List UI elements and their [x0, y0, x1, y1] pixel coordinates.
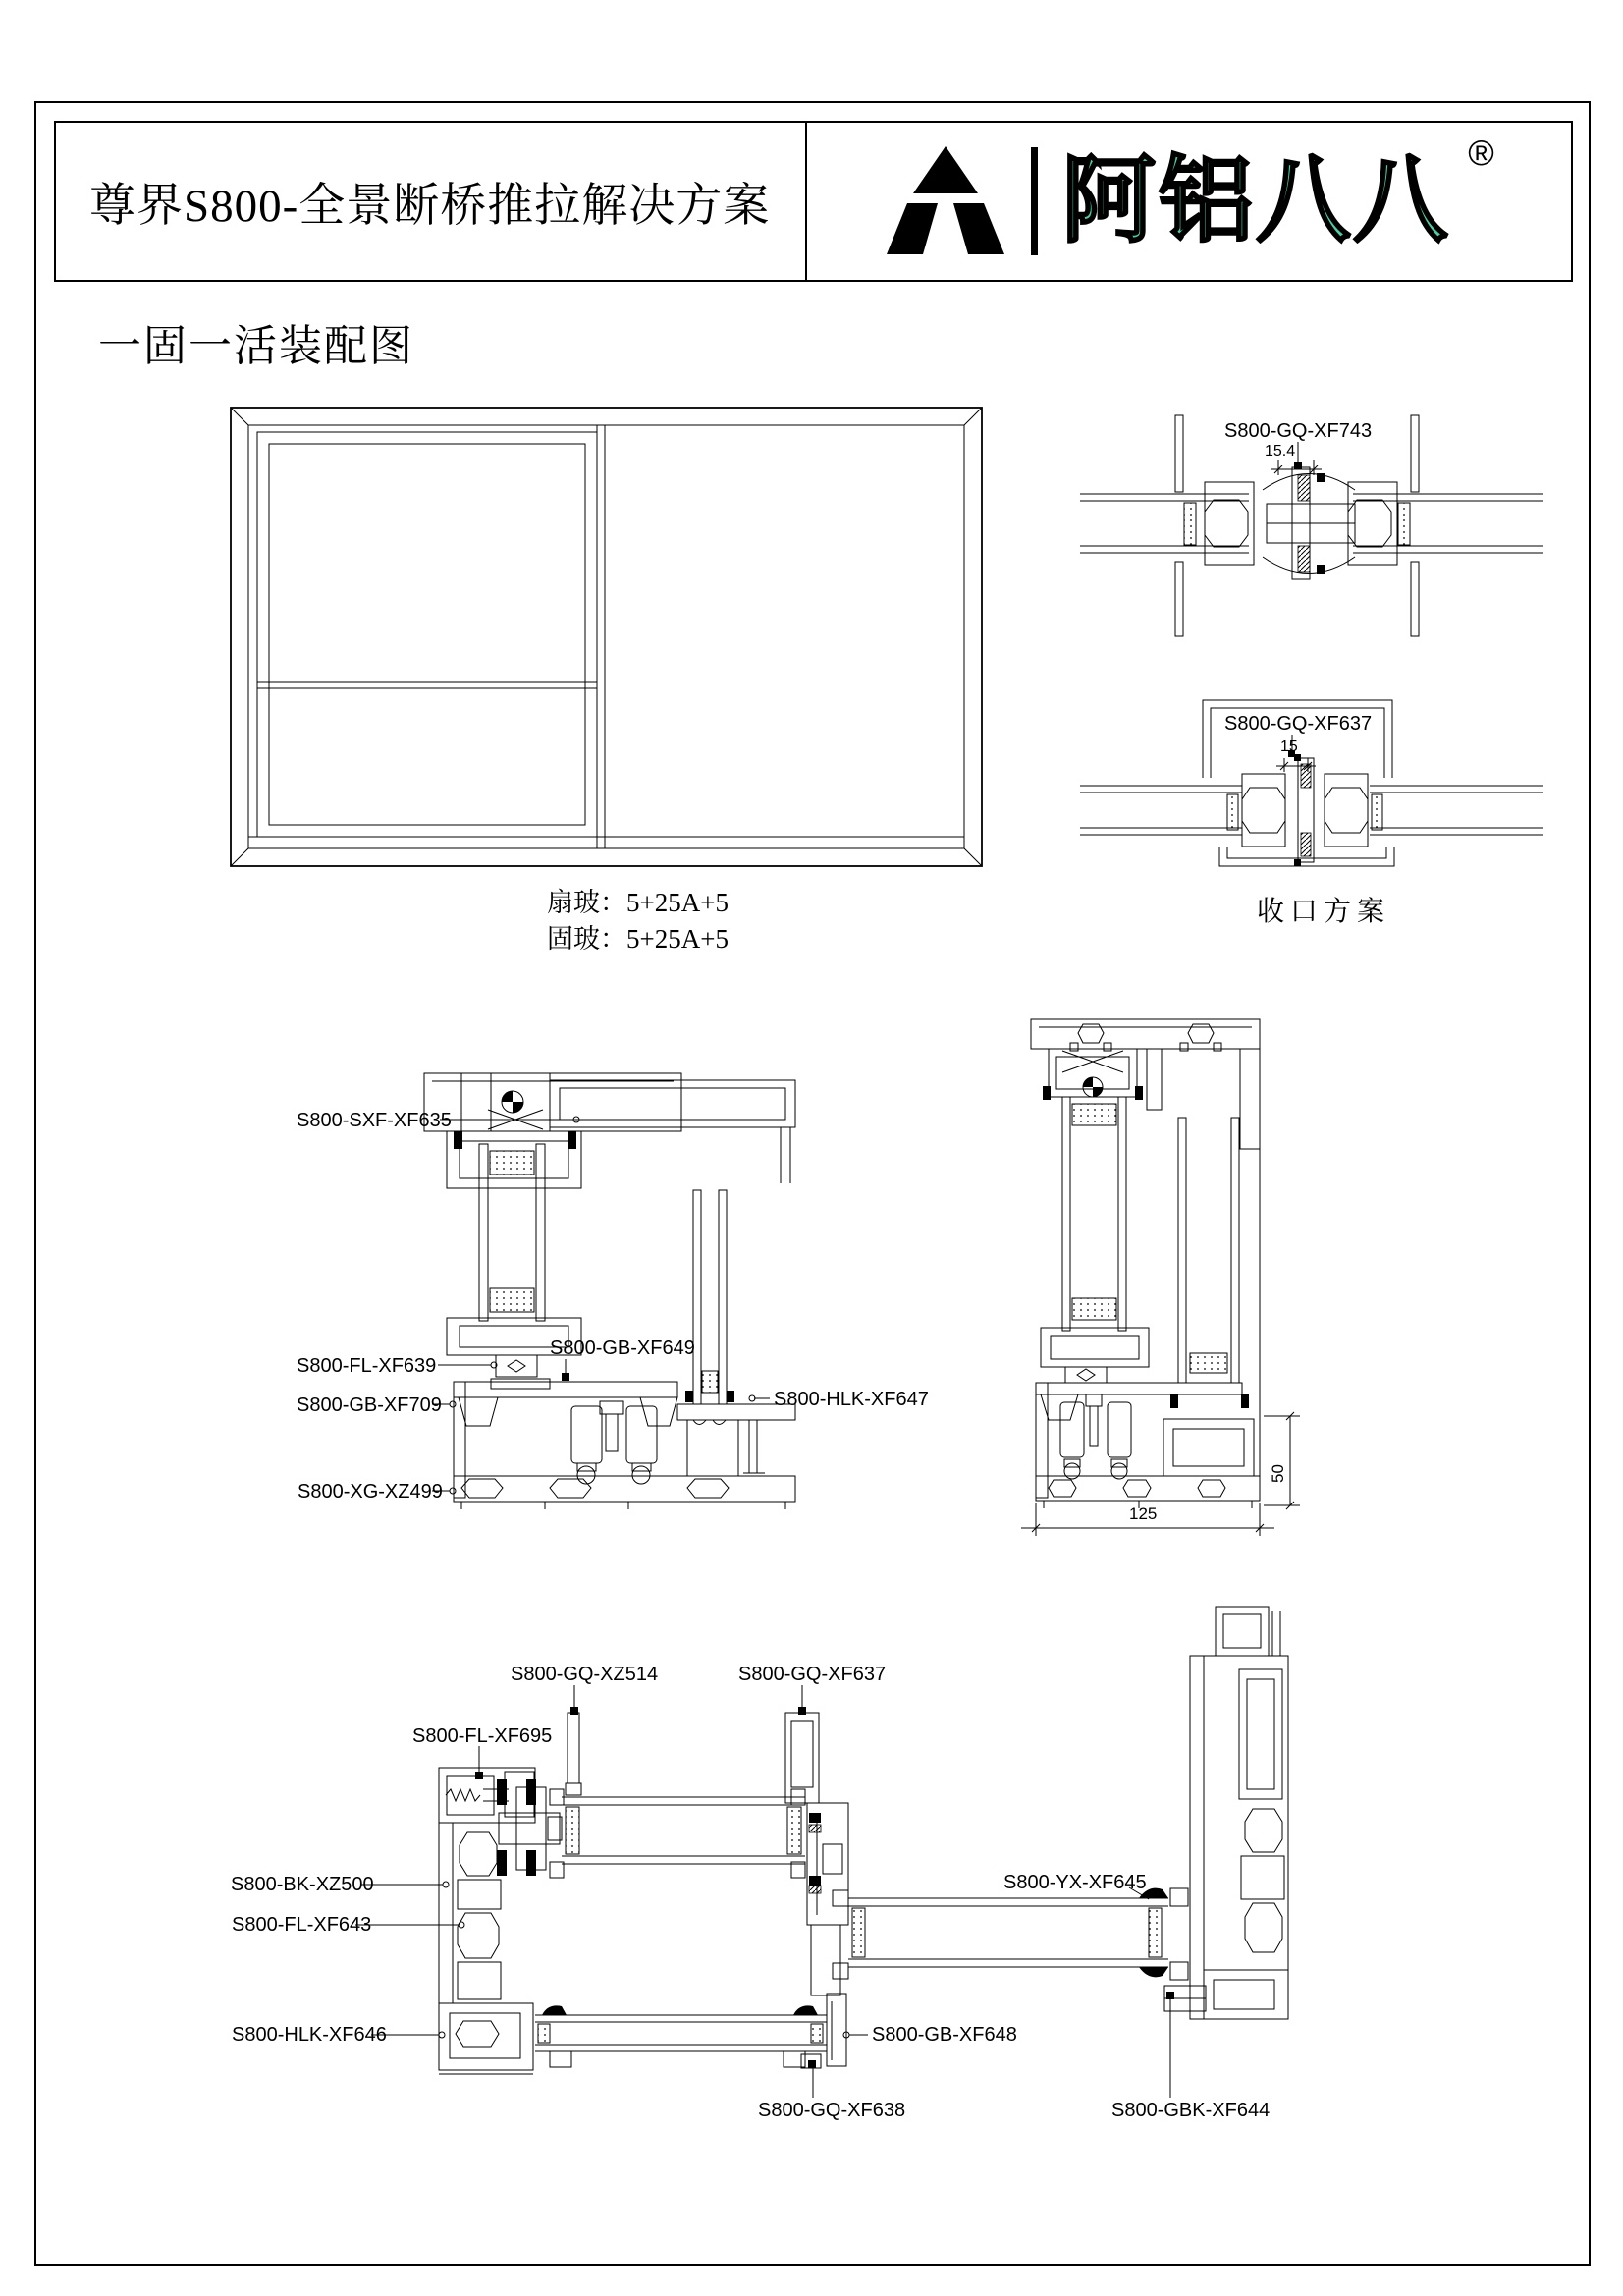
section-title: 一固一活装配图: [98, 322, 414, 370]
detail-vertical-left: [424, 1073, 795, 1509]
part-label-gb648: S800-GB-XF648: [872, 2024, 1017, 2046]
part-label-hlk647: S800-HLK-XF647: [774, 1389, 929, 1410]
part-label-xg499: S800-XG-XZ499: [298, 1481, 443, 1503]
part-label-xf637-top: S800-GQ-XF637: [1224, 713, 1373, 735]
dim-50: 50: [1269, 1464, 1287, 1483]
brand-name: 阿铝八八: [1061, 148, 1451, 253]
part-label-xf743: S800-GQ-XF743: [1224, 420, 1373, 442]
part-label-yx645: S800-YX-XF645: [1003, 1872, 1147, 1893]
part-label-gb649: S800-GB-XF649: [550, 1338, 695, 1359]
part-label-fl695: S800-FL-XF695: [412, 1725, 553, 1747]
part-label-hlk646: S800-HLK-XF646: [232, 2024, 387, 2046]
detail-mullion-section: [1080, 415, 1543, 636]
closure-caption: 收口方案: [1257, 897, 1391, 927]
dim-15-4: 15.4: [1265, 443, 1296, 460]
part-label-gq638: S800-GQ-XF638: [758, 2100, 906, 2121]
glass-note-fixed: 固玻：5+25A+5: [547, 924, 729, 954]
part-label-fl643: S800-FL-XF643: [232, 1914, 372, 1936]
part-label-gq514: S800-GQ-XZ514: [511, 1664, 659, 1685]
elevation-drawing: [231, 408, 982, 866]
glass-note-sash: 扇玻：5+25A+5: [547, 888, 729, 917]
part-label-bk500: S800-BK-XZ500: [231, 1874, 374, 1895]
dim-125: 125: [1129, 1504, 1158, 1523]
part-label-gq637: S800-GQ-XF637: [738, 1664, 887, 1685]
part-label-gbk644: S800-GBK-XF644: [1111, 2100, 1271, 2121]
part-label-sxf635: S800-SXF-XF635: [297, 1110, 452, 1131]
part-label-gb709: S800-GB-XF709: [297, 1394, 442, 1416]
page-title: 尊界S800-全景断桥推拉解决方案: [89, 180, 771, 232]
part-label-fl639: S800-FL-XF639: [297, 1355, 437, 1377]
dim-15: 15: [1280, 738, 1298, 755]
registered-trademark-icon: ®: [1468, 133, 1494, 173]
detail-vertical-right: [1021, 1019, 1300, 1536]
